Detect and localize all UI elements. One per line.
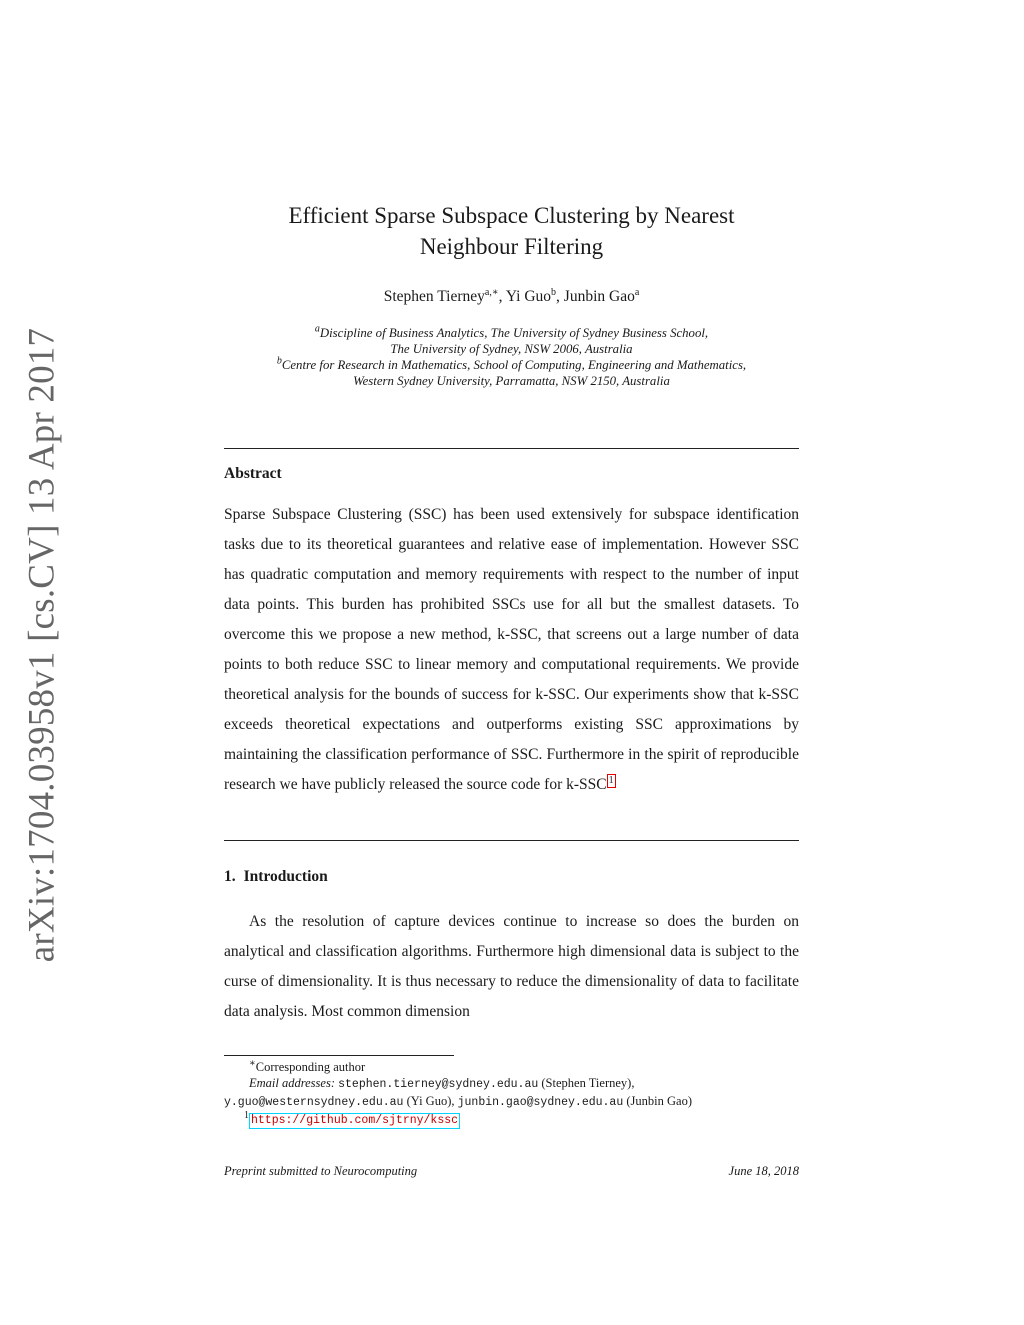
affiliation-b-line-1 <box>214 357 809 373</box>
section-heading <box>224 868 328 886</box>
affiliation-mark: b <box>276 355 282 367</box>
footnote-rule <box>224 1055 454 1056</box>
footnote-mark: 1 <box>244 1109 249 1121</box>
author-marks: a <box>634 286 640 298</box>
footnote-url <box>224 1111 804 1129</box>
author-separator: , <box>556 288 564 305</box>
section-title: Introduction <box>243 868 328 885</box>
abstract-body <box>224 500 799 800</box>
email-link-guo[interactable]: y.guo@westernsydney.edu.au <box>224 1096 404 1109</box>
abstract-text: Sparse Subspace Clustering (SSC) has been used extensively for subspace identification tasks due to its theoretical guarantees and relative ease of implementation. However SSC has quadratic computation and memory requirements with respect to the number of input data points. This burden has prohibited SSCs use for all but the smallest datasets. To overcome this we propose a new method, k-SSC, that screens out a large number of data points to both reduce SSC to linear memory and computational requirements. We provide theoretical analysis for the bounds of success for k-SSC. Our experiments show that k-SSC exceeds theoretical expectations and outperforms existing SSC approximations by maintaining the classification performance of SSC. Furthermore in the spirit of reproducible research we have publicly released the source code for k-SSC <box>224 506 799 793</box>
author-name: Yi Guo <box>505 288 552 305</box>
introduction-paragraph: As the resolution of capture devices continue to increase so does the burden on analytical and classification algorithms. Furthermore high dimensional data is subject to the curse of dimensionality. It is thus necessary to reduce the dimensionality of data to facilitate data analysis. Most common dimension <box>224 913 799 1020</box>
email-owner: (Stephen Tierney), <box>541 1076 635 1090</box>
author-name: Junbin Gao <box>563 288 635 305</box>
footnote-emails-line-2 <box>224 1093 804 1111</box>
footnote-1-link[interactable]: 1 <box>608 774 614 786</box>
footer-date: June 18, 2018 <box>728 1164 799 1178</box>
author-list <box>224 288 799 306</box>
author-marks: a,∗ <box>484 286 499 298</box>
footnote-text: Corresponding author <box>255 1060 366 1074</box>
author-name: Stephen Tierney <box>383 288 485 305</box>
footer-left: Preprint submitted to Neurocomputing <box>224 1164 418 1178</box>
page-footer <box>224 1164 799 1179</box>
github-url-link[interactable]: https://github.com/sjtrny/kssc <box>251 1114 459 1127</box>
footnote-mark: ∗ <box>249 1057 256 1069</box>
title-line-1: Efficient Sparse Subspace Clustering by Nearest <box>288 203 735 228</box>
abstract-bottom-rule <box>224 840 799 841</box>
author-marks: b <box>551 286 557 298</box>
affiliation-text: Discipline of Business Analytics, The University of Sydney Business School, <box>319 326 709 340</box>
email-link-gao[interactable]: junbin.gao@sydney.edu.au <box>457 1096 624 1109</box>
affiliation-text: Centre for Research in Mathematics, School of Computing, Engineering and Mathematics, <box>281 358 747 372</box>
affiliation-mark: a <box>314 323 320 335</box>
affiliation-b-line-2: Western Sydney University, Parramatta, NSW 2150, Australia <box>353 374 670 388</box>
email-owner: (Junbin Gao) <box>626 1094 692 1108</box>
arxiv-stamp: arXiv:1704.03958v1 [cs.CV] 13 Apr 2017 <box>21 327 63 963</box>
affiliation-a-line-2: The University of Sydney, NSW 2006, Australia <box>390 342 633 356</box>
footnotes <box>224 1059 804 1129</box>
author-separator: , <box>498 288 506 305</box>
title-line-2: Neighbour Filtering <box>419 234 604 259</box>
footnote-emails-line-1 <box>224 1075 804 1093</box>
section-number: 1. <box>224 868 236 885</box>
affiliations <box>214 325 809 389</box>
abstract-top-rule <box>224 448 799 449</box>
abstract-heading: Abstract <box>224 465 282 482</box>
affiliation-a-line-1 <box>214 325 809 341</box>
email-link-tierney[interactable]: stephen.tierney@sydney.edu.au <box>338 1078 539 1091</box>
paper-title <box>224 200 799 262</box>
email-owner: (Yi Guo), <box>406 1094 455 1108</box>
footnote-corresponding <box>224 1059 804 1075</box>
email-label: Email addresses: <box>249 1076 335 1090</box>
